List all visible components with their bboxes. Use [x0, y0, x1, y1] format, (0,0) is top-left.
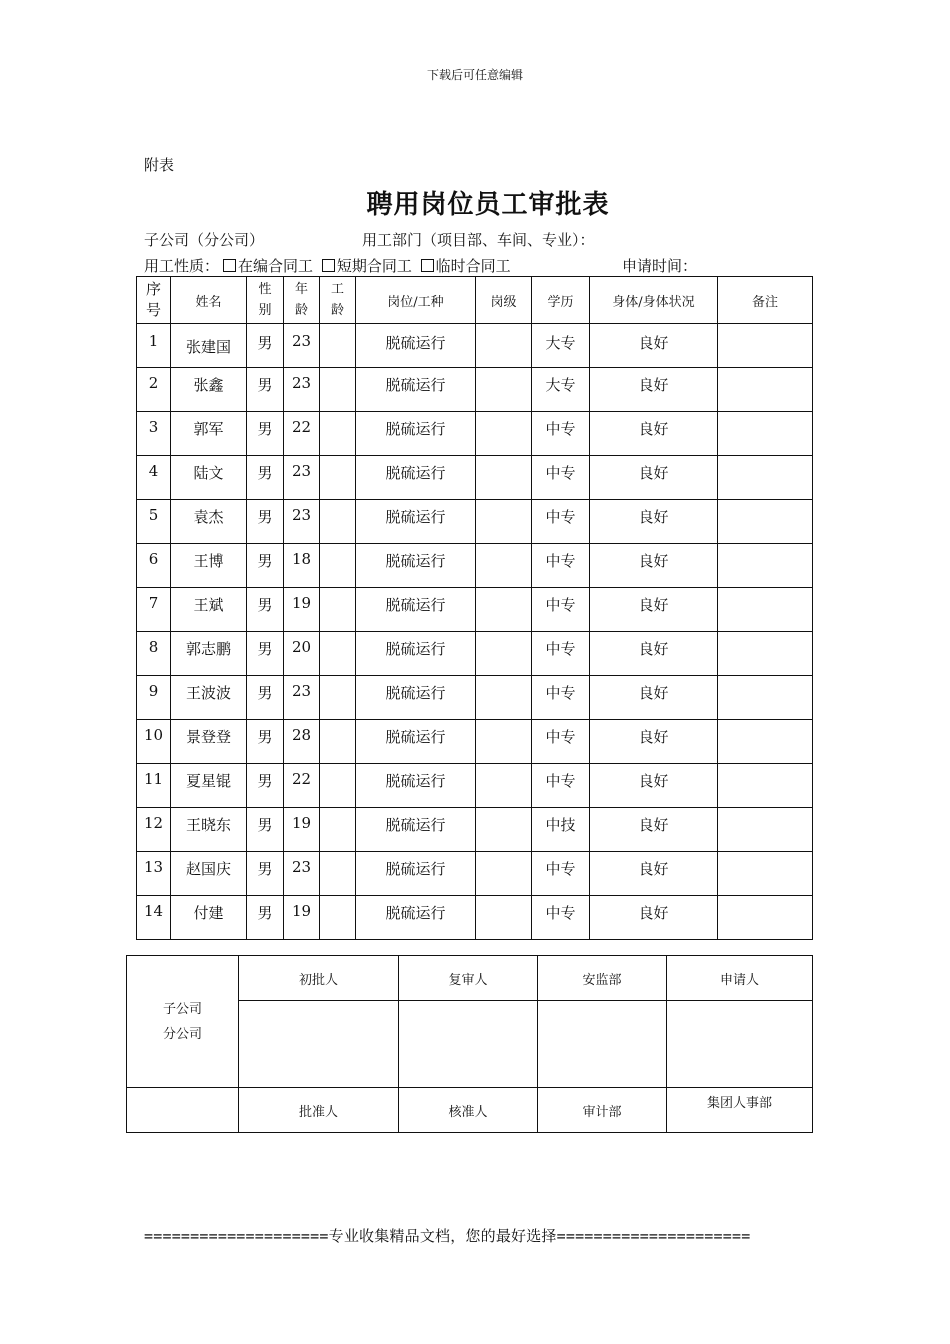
- row-gender: 男: [247, 544, 284, 588]
- row-age: 23: [284, 368, 320, 412]
- row-seniority[interactable]: [320, 412, 356, 456]
- row-age: 20: [284, 632, 320, 676]
- row-gender: 男: [247, 412, 284, 456]
- row-name: 景登登: [171, 720, 247, 764]
- row-health: 良好: [590, 632, 718, 676]
- table-row: [137, 632, 813, 676]
- row-health: 良好: [590, 808, 718, 852]
- row-age: 23: [284, 500, 320, 544]
- employment-type-row: [144, 255, 511, 276]
- row-position: 脱硫运行: [356, 368, 476, 412]
- row-remarks[interactable]: [718, 676, 813, 720]
- row-health: 良好: [590, 720, 718, 764]
- header-note: 下载后可任意编辑: [426, 68, 523, 82]
- row-health: 良好: [590, 324, 718, 368]
- row-remarks[interactable]: [718, 324, 813, 368]
- applicant-label: 申请人: [667, 956, 813, 1001]
- row-health: 良好: [590, 588, 718, 632]
- col-header-seniority: 工 龄: [320, 277, 356, 324]
- subsidiary-field: 子公司（分公司）: [144, 231, 265, 249]
- attachment-label: 附表: [144, 156, 175, 174]
- employment-type-label: 用工性质：: [144, 257, 220, 275]
- row-position: 脱硫运行: [356, 588, 476, 632]
- row-health: 良好: [590, 456, 718, 500]
- row-seniority[interactable]: [320, 720, 356, 764]
- row-remarks[interactable]: [718, 896, 813, 940]
- row-name: 付建: [171, 896, 247, 940]
- row-grade[interactable]: [476, 412, 532, 456]
- row-age: 22: [284, 412, 320, 456]
- row-education: 中专: [532, 500, 590, 544]
- row-name: 郭志鹏: [171, 632, 247, 676]
- row-gender: 男: [247, 500, 284, 544]
- row-gender: 男: [247, 764, 284, 808]
- table-row: [137, 896, 813, 940]
- row-seq: 4: [137, 456, 171, 500]
- row-health: 良好: [590, 368, 718, 412]
- employee-table: [136, 276, 813, 940]
- org-label: [127, 956, 239, 1088]
- row-position: 脱硫运行: [356, 500, 476, 544]
- row-age: 19: [284, 808, 320, 852]
- reviewer-signature[interactable]: [399, 1001, 538, 1088]
- row-position: 脱硫运行: [356, 544, 476, 588]
- row-grade[interactable]: [476, 456, 532, 500]
- row-seniority[interactable]: [320, 896, 356, 940]
- row-position: 脱硫运行: [356, 676, 476, 720]
- apply-time-field: 申请时间：: [622, 257, 698, 275]
- row-position: 脱硫运行: [356, 456, 476, 500]
- safety-dept-label: 安监部: [538, 956, 667, 1001]
- footer-slogan: ====================专业收集精品文档，您的最好选择=====================: [144, 1227, 751, 1245]
- option-short-contract: 短期合同工: [336, 257, 412, 275]
- group-hr-label: 集团人事部: [667, 1088, 813, 1133]
- row-seniority[interactable]: [320, 368, 356, 412]
- row-grade[interactable]: [476, 324, 532, 368]
- table-row: [137, 764, 813, 808]
- safety-dept-signature[interactable]: [538, 1001, 667, 1088]
- org-subsidiary: 子公司: [162, 1001, 202, 1017]
- row-name: 赵国庆: [171, 852, 247, 896]
- row-position: 脱硫运行: [356, 852, 476, 896]
- row-name: 张建国: [171, 324, 247, 368]
- table-row: [137, 852, 813, 896]
- row-seq: 1: [137, 324, 171, 368]
- row-grade[interactable]: [476, 852, 532, 896]
- table-row: [137, 720, 813, 764]
- row-gender: 男: [247, 676, 284, 720]
- row-gender: 男: [247, 896, 284, 940]
- row-education: 中专: [532, 852, 590, 896]
- row-name: 王晓东: [171, 808, 247, 852]
- row-age: 23: [284, 324, 320, 368]
- row-remarks[interactable]: [718, 632, 813, 676]
- table-row: [137, 588, 813, 632]
- row-name: 王波波: [171, 676, 247, 720]
- row-name: 王斌: [171, 588, 247, 632]
- col-header-name: 姓名: [171, 277, 247, 324]
- checkbox-icon[interactable]: [421, 259, 434, 272]
- row-remarks[interactable]: [718, 764, 813, 808]
- row-education: 中技: [532, 808, 590, 852]
- col-header-grade: 岗级: [476, 277, 532, 324]
- verifier-label: 核准人: [399, 1088, 538, 1133]
- row-grade[interactable]: [476, 632, 532, 676]
- row-gender: 男: [247, 456, 284, 500]
- row-seq: 6: [137, 544, 171, 588]
- row-grade[interactable]: [476, 676, 532, 720]
- row-seniority[interactable]: [320, 588, 356, 632]
- row-health: 良好: [590, 852, 718, 896]
- row-position: 脱硫运行: [356, 632, 476, 676]
- option-formal-contract: 在编合同工: [238, 257, 314, 275]
- row-education: 中专: [532, 896, 590, 940]
- row-education: 中专: [532, 632, 590, 676]
- col-header-gender: 性 别: [247, 277, 284, 324]
- col-header-seq: 序 号: [137, 277, 171, 324]
- row-grade[interactable]: [476, 808, 532, 852]
- row-seq: 12: [137, 808, 171, 852]
- col-header-education: 学历: [532, 277, 590, 324]
- row-name: 袁杰: [171, 500, 247, 544]
- department-field: 用工部门（项目部、车间、专业）：: [362, 231, 595, 249]
- row-remarks[interactable]: [718, 588, 813, 632]
- row-gender: 男: [247, 852, 284, 896]
- blank-cell: [127, 1088, 239, 1133]
- table-row: [137, 808, 813, 852]
- row-gender: 男: [247, 588, 284, 632]
- col-header-position: 岗位/工种: [356, 277, 476, 324]
- row-health: 良好: [590, 764, 718, 808]
- row-seq: 11: [137, 764, 171, 808]
- row-gender: 男: [247, 808, 284, 852]
- row-name: 王博: [171, 544, 247, 588]
- audit-dept-label: 审计部: [538, 1088, 667, 1133]
- row-age: 23: [284, 456, 320, 500]
- option-temp-contract: 临时合同工: [435, 257, 511, 275]
- row-age: 23: [284, 852, 320, 896]
- table-row: [137, 456, 813, 500]
- initial-approver-signature[interactable]: [239, 1001, 399, 1088]
- checkbox-icon[interactable]: [322, 259, 335, 272]
- col-header-health: 身体/身体状况: [590, 277, 718, 324]
- row-education: 中专: [532, 588, 590, 632]
- signoff-table: [126, 955, 813, 1133]
- row-position: 脱硫运行: [356, 720, 476, 764]
- row-remarks[interactable]: [718, 720, 813, 764]
- row-remarks[interactable]: [718, 544, 813, 588]
- reviewer-label: 复审人: [399, 956, 538, 1001]
- table-row: [137, 500, 813, 544]
- org-branch: 分公司: [162, 1026, 202, 1042]
- row-age: 19: [284, 588, 320, 632]
- row-seniority[interactable]: [320, 456, 356, 500]
- row-seq: 2: [137, 368, 171, 412]
- row-gender: 男: [247, 720, 284, 764]
- row-remarks[interactable]: [718, 368, 813, 412]
- row-education: 中专: [532, 720, 590, 764]
- row-education: 中专: [532, 456, 590, 500]
- row-seniority[interactable]: [320, 764, 356, 808]
- row-remarks[interactable]: [718, 412, 813, 456]
- row-education: 中专: [532, 764, 590, 808]
- row-health: 良好: [590, 676, 718, 720]
- row-seq: 3: [137, 412, 171, 456]
- row-grade[interactable]: [476, 720, 532, 764]
- row-seniority[interactable]: [320, 324, 356, 368]
- row-seq: 14: [137, 896, 171, 940]
- form-title: 聘用岗位员工审批表: [366, 190, 610, 220]
- row-seniority[interactable]: [320, 676, 356, 720]
- row-gender: 男: [247, 368, 284, 412]
- row-gender: 男: [247, 324, 284, 368]
- row-health: 良好: [590, 412, 718, 456]
- row-position: 脱硫运行: [356, 412, 476, 456]
- row-health: 良好: [590, 544, 718, 588]
- row-position: 脱硫运行: [356, 808, 476, 852]
- row-grade[interactable]: [476, 368, 532, 412]
- row-age: 22: [284, 764, 320, 808]
- row-seniority[interactable]: [320, 632, 356, 676]
- table-row: [137, 412, 813, 456]
- row-seniority[interactable]: [320, 808, 356, 852]
- col-header-remarks: 备注: [718, 277, 813, 324]
- row-seniority[interactable]: [320, 544, 356, 588]
- row-age: 19: [284, 896, 320, 940]
- row-grade[interactable]: [476, 500, 532, 544]
- approver-label: 批准人: [239, 1088, 399, 1133]
- row-seq: 9: [137, 676, 171, 720]
- row-seq: 13: [137, 852, 171, 896]
- row-seq: 10: [137, 720, 171, 764]
- row-age: 28: [284, 720, 320, 764]
- row-education: 中专: [532, 676, 590, 720]
- initial-approver-label: 初批人: [239, 956, 399, 1001]
- table-row: [137, 368, 813, 412]
- row-health: 良好: [590, 896, 718, 940]
- table-row: [137, 544, 813, 588]
- row-remarks[interactable]: [718, 500, 813, 544]
- table-row: [137, 676, 813, 720]
- table-row: [137, 324, 813, 368]
- row-position: 脱硫运行: [356, 764, 476, 808]
- row-grade[interactable]: [476, 588, 532, 632]
- row-education: 中专: [532, 412, 590, 456]
- row-name: 郭军: [171, 412, 247, 456]
- row-remarks[interactable]: [718, 808, 813, 852]
- row-education: 中专: [532, 544, 590, 588]
- row-position: 脱硫运行: [356, 896, 476, 940]
- row-position: 脱硫运行: [356, 324, 476, 368]
- checkbox-icon[interactable]: [223, 259, 236, 272]
- row-seniority[interactable]: [320, 852, 356, 896]
- row-age: 23: [284, 676, 320, 720]
- row-education: 大专: [532, 368, 590, 412]
- row-grade[interactable]: [476, 896, 532, 940]
- row-gender: 男: [247, 632, 284, 676]
- row-name: 陆文: [171, 456, 247, 500]
- row-education: 大专: [532, 324, 590, 368]
- row-name: 夏星锟: [171, 764, 247, 808]
- row-remarks[interactable]: [718, 456, 813, 500]
- row-health: 良好: [590, 500, 718, 544]
- row-age: 18: [284, 544, 320, 588]
- applicant-signature[interactable]: [667, 1001, 813, 1088]
- row-name: 张鑫: [171, 368, 247, 412]
- row-seq: 5: [137, 500, 171, 544]
- row-seq: 7: [137, 588, 171, 632]
- row-seniority[interactable]: [320, 500, 356, 544]
- row-remarks[interactable]: [718, 852, 813, 896]
- row-grade[interactable]: [476, 544, 532, 588]
- row-grade[interactable]: [476, 764, 532, 808]
- col-header-age: 年 龄: [284, 277, 320, 324]
- row-seq: 8: [137, 632, 171, 676]
- table-header-row: [137, 277, 813, 324]
